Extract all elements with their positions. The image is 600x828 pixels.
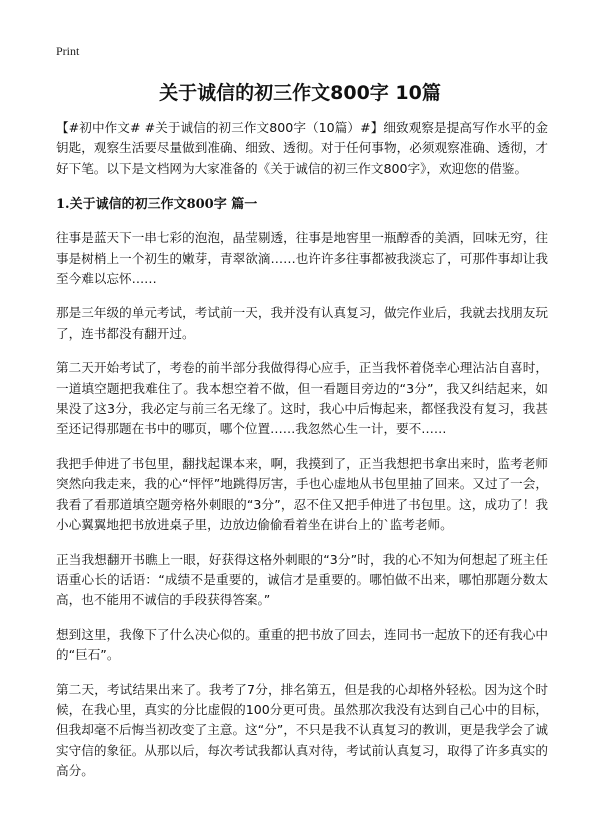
body-paragraph: 第二天，考试结果出来了。我考了7分，排名第五，但是我的心却格外轻松。因为这个时候，在我心里，真实的分比虚假的100分更可贵。虽然那次我没有达到自己心中的目标，但我却毫不后悔当初改变了主意。这“分”，不只是我不认真复习的教训，更是我学会了诚实守信的象征。从那以后，每次考试我都认真对待，考试前认真复习，取得了许多真实的高分。 — [56, 681, 548, 779]
body-paragraph: 想到这里，我像下了什么决心似的。重重的把书放了回去，连同书一起放下的还有我心中的“巨石”。 — [56, 626, 548, 663]
print-label: Print — [56, 44, 80, 58]
body-paragraph: 我把手伸进了书包里，翻找起课本来，啊，我摸到了，正当我想把书拿出来时，监考老师突然向我走来，我的心“怦怦”地跳得厉害，手也心虚地从书包里抽了回来。又过了一会，我看了看那道填空题旁格外刺眼的“3分”，忍不住又把手伸进了书包里。这，成功了！我小心翼翼地把书放进桌子里，边放边偷偷看着坐在讲台上的`监考老师。 — [56, 455, 548, 533]
body-paragraph: 往事是蓝天下一串七彩的泡泡，晶莹剔透，往事是地窖里一瓶醇香的美酒，回味无穷，往事是树梢上一个初生的嫩芽，青翠欲滴……也许许多往事都被我淡忘了，可那件事却让我至今难以忘怀…… — [56, 230, 548, 287]
intro-paragraph: 【#初中作文# #关于诚信的初三作文800字（10篇）#】细致观察是提高写作水平的金钥匙，观察生活要尽量做到准确、细致、透彻。对于任何事物，必须观察准确、透彻，才好下笔。以下是文档网为大家准备的《关于诚信的初三作文800字》，欢迎您的借鉴。 — [56, 120, 548, 176]
section-heading: 1.关于诚信的初三作文800字 篇一 — [56, 197, 258, 213]
body-paragraph: 那是三年级的单元考试，考试前一天，我并没有认真复习，做完作业后，我就去找朋友玩了，连书都没有翻开过。 — [56, 305, 548, 341]
body-paragraph: 第二天开始考试了，考卷的前半部分我做得得心应手，正当我怀着侥幸心理沾沾自喜时，一道填空题把我难住了。我本想空着不做，但一看题目旁边的“3分”，我又纠结起来，如果没了这3分，我必定与前三名无缘了。这时，我心中后悔起来，都怪我没有复习，我甚至还记得那题在书中的哪页，哪个位置……我忽然心生一计，要不…… — [56, 360, 548, 437]
document-body — [56, 118, 548, 796]
document-title: 关于诚信的初三作文800字 10篇 — [159, 82, 441, 104]
body-paragraph: 正当我想翻开书瞧上一眼，好获得这格外刺眼的“3分”时，我的心不知为何想起了班主任语重心长的话语：“成绩不是重要的，诚信才是重要的。哪怕做不出来，哪怕那题分数太高，也不能用不诚信的手段获得答案。” — [56, 551, 548, 608]
